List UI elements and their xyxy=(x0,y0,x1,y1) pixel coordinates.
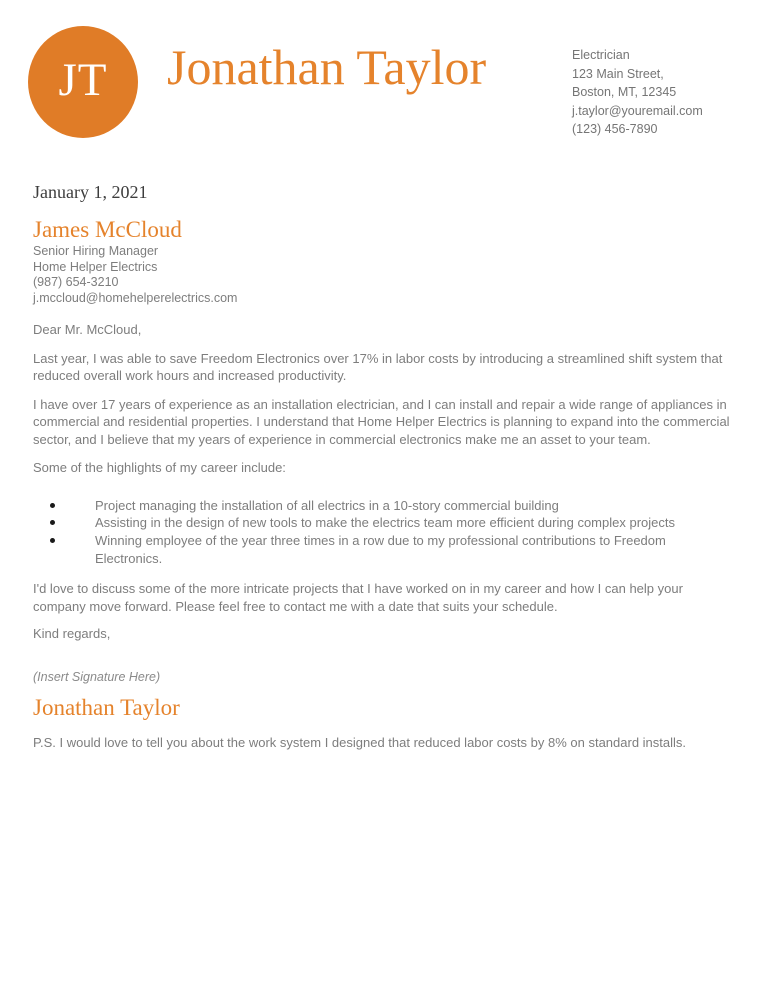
recipient-email: j.mccloud@homehelperelectrics.com xyxy=(33,290,238,305)
recipient-title: Senior Hiring Manager xyxy=(33,244,159,258)
recipient-info-block xyxy=(33,244,735,306)
highlights-intro: Some of the highlights of my career include: xyxy=(33,460,286,475)
highlight-text: Assisting in the design of new tools to make the electrics team more efficient during complex projects xyxy=(95,515,675,531)
contact-job-title: Electrician xyxy=(572,48,630,62)
list-item xyxy=(33,532,735,567)
bullet-icon xyxy=(50,538,55,543)
bullet-icon xyxy=(50,520,55,525)
contact-phone: (123) 456-7890 xyxy=(572,122,658,137)
body-paragraph-1: Last year, I was able to save Freedom Electronics over 17% in labor costs by introducing a streamlined shift system that reduced overall work hours and increased productivity. xyxy=(33,350,723,383)
letter-body xyxy=(0,181,768,752)
monogram-badge xyxy=(28,26,138,138)
signature-placeholder: (Insert Signature Here) xyxy=(33,669,161,684)
list-item xyxy=(33,497,735,515)
recipient-company: Home Helper Electrics xyxy=(33,259,158,274)
signature-name: Jonathan Taylor xyxy=(33,695,180,721)
closing-paragraph: I'd love to discuss some of the more intricate projects that I have worked on in my career and how I can help your company move forward. Please feel free to contact me with a date that suits your schedule. xyxy=(33,581,683,614)
applicant-name: Jonathan Taylor xyxy=(167,39,487,95)
highlight-text: Project managing the installation of all electrics in a 10-story commercial building xyxy=(95,497,559,513)
contact-info-block xyxy=(572,46,703,139)
contact-email: j.taylor@youremail.com xyxy=(572,103,703,118)
highlights-list xyxy=(33,497,735,568)
postscript: P.S. I would love to tell you about the work system I designed that reduced labor costs by 8% on standard installs. xyxy=(33,735,687,751)
letter-date: January 1, 2021 xyxy=(33,182,148,202)
contact-address-line2: Boston, MT, 12345 xyxy=(572,85,677,100)
salutation: Dear Mr. McCloud, xyxy=(33,322,142,337)
recipient-phone: (987) 654-3210 xyxy=(33,275,119,289)
body-paragraph-2: I have over 17 years of experience as an installation electrician, and I can install and repair a wide range of appliances in commercial and residential properties. I understand that Home Helper Electrics is planning to expand into the commercial sector, and I believe that my years of experience in commercial electronics make me an asset to your team. xyxy=(33,396,730,447)
list-item xyxy=(33,514,735,532)
contact-address-line1: 123 Main Street, xyxy=(572,66,664,81)
letter-header xyxy=(0,0,768,160)
sign-off: Kind regards, xyxy=(33,626,111,642)
monogram-initials: JT xyxy=(58,53,108,106)
recipient-name: James McCloud xyxy=(33,217,182,242)
highlight-text: Winning employee of the year three times in a row due to my professional contributions to Freedom Electronics. xyxy=(95,532,666,566)
bullet-icon xyxy=(50,503,55,508)
